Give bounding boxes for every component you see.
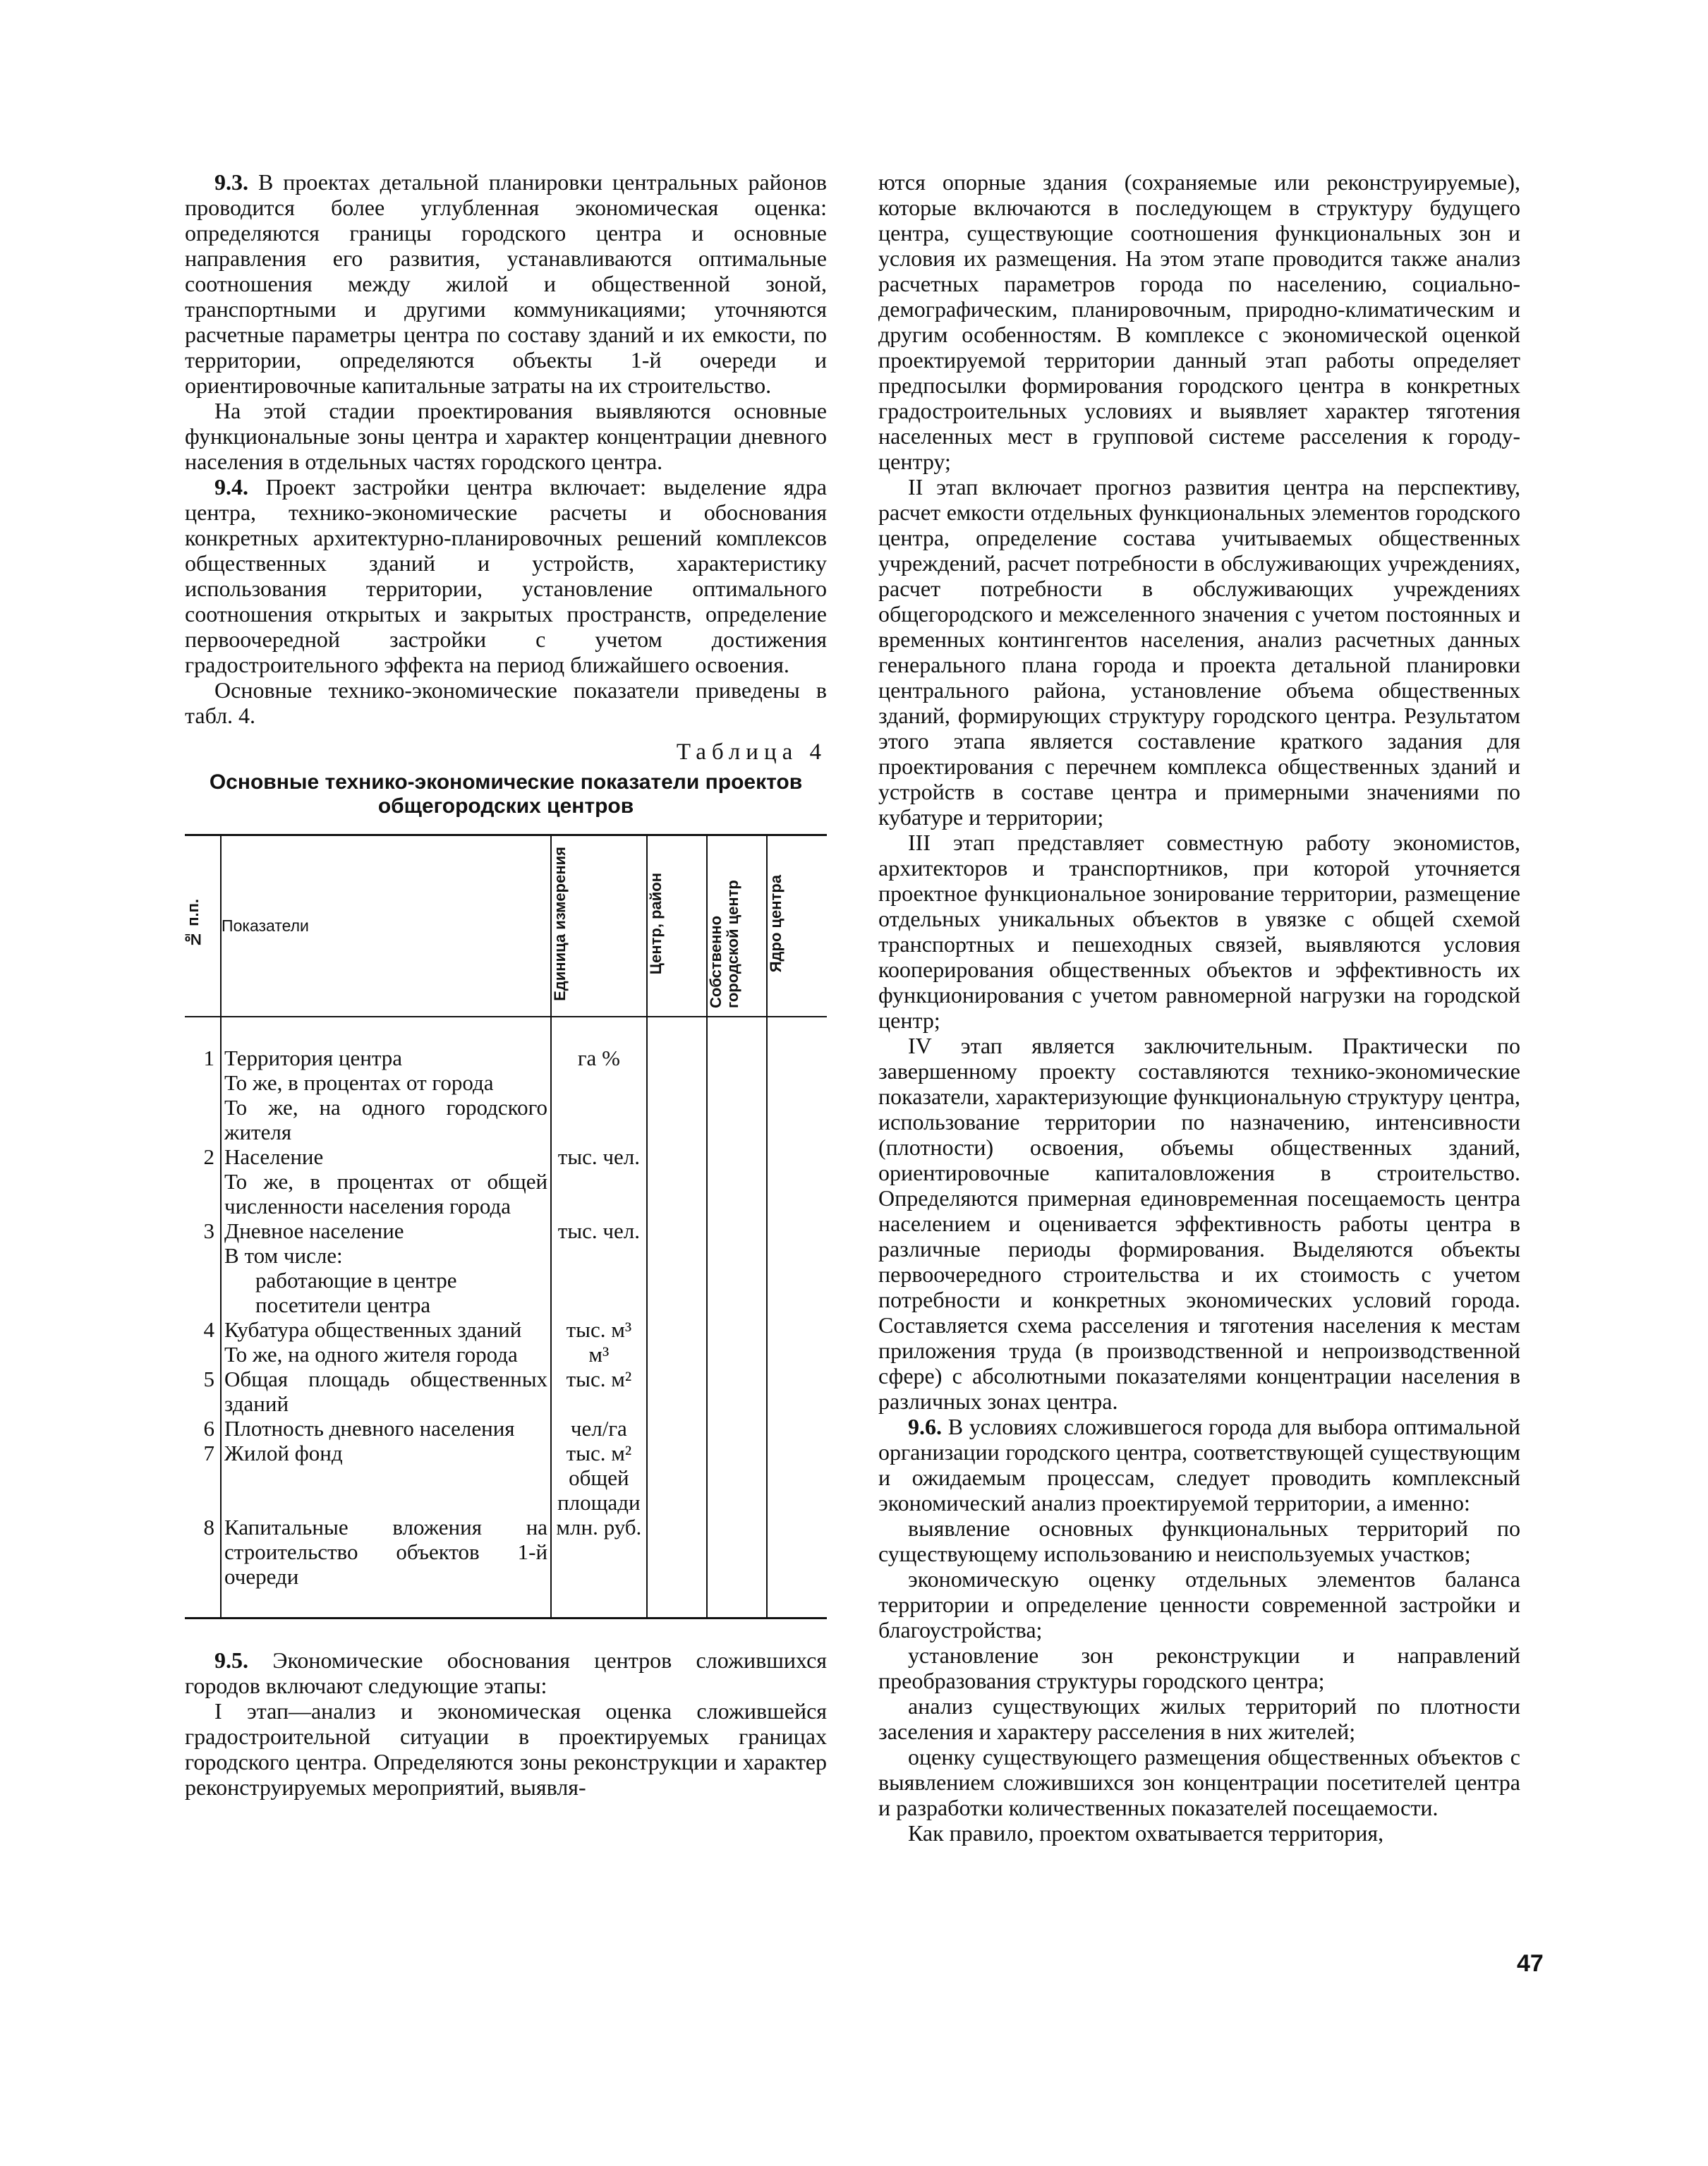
list-item: оценку существующего размещения общественных объектов с выявлением сложившихся зон концентрации посетителей центра и разработки количественных показателей посещаемости. xyxy=(878,1744,1520,1820)
cell-core xyxy=(767,1416,827,1441)
table-label: Таблица 4 xyxy=(676,739,827,765)
paragraph-r2: II этап включает прогноз развития центра на перспективу, расчет емкости отдельных функциональных элементов городского центра, определение состава учитываемых общественных учреждений, расчет потребности в обслуживающих учреждениях, расчет потребности в обслуживающих учреждениях общегородского и межселенного значения с учетом постоянных и временных контингентов населения, анализ расчетных данных генерального плана города и проекта детальной планировки центрального района, установление объема общественных зданий, формирующих структуру городского центра. Результатом этого этапа является составление краткого задания для проектирования с перечнем комплекса общественных зданий и устройств в составе центра и примерными значениями по кубатуре и территории; xyxy=(878,474,1520,830)
header-city-center: Собственно городской центр xyxy=(707,835,767,1017)
cell-core xyxy=(767,1317,827,1342)
cell-unit xyxy=(551,1169,647,1218)
cell-center-district xyxy=(647,1515,707,1619)
cell-core xyxy=(767,1144,827,1169)
cell-city-center xyxy=(707,1017,767,1070)
cell-center-district xyxy=(647,1144,707,1169)
table-row xyxy=(185,1095,827,1144)
table-row xyxy=(185,1441,827,1515)
list-item: Как правило, проектом охватывается территория, xyxy=(908,1820,1384,1846)
table-row xyxy=(185,1416,827,1441)
cell-unit xyxy=(551,1268,647,1293)
cell-num xyxy=(185,1095,221,1144)
cell-center-district xyxy=(647,1317,707,1342)
paragraph-r1: ются опорные здания (сохраняемые или реконструируемые), которые включаются в последующем в структуру будущего центра, существующие соотношения функциональных зон и условия их размещения. На этом этапе проводится также анализ расчетных параметров города по населению, социально-демографическим, планировочным, природно-климатическим и другим особенностям. В комплексе с экономической оценкой проектируемой территории данный этап работы определяет предпосылки формирования городского центра в конкретных градостроительных условиях и выявляет характер тяготения населенных мест в групповой системе расселения к городу-центру; xyxy=(878,169,1520,474)
table-row xyxy=(185,1293,827,1317)
cell-unit: тыс. чел. xyxy=(551,1144,647,1169)
section-number: 9.4. xyxy=(214,474,248,500)
cell-unit: тыс. чел. xyxy=(551,1218,647,1243)
table-header-row xyxy=(185,835,827,1017)
header-num: № п.п. xyxy=(185,835,221,1017)
cell-core xyxy=(767,1017,827,1070)
paragraph-text: В условиях сложившегося города для выбора оптимальной организации городского центра, соответствующей существующим и ожидаемым процессам, следует проводить комплексный экономический анализ проектируемой территории, а именно: xyxy=(878,1414,1521,1515)
table-row xyxy=(185,1169,827,1218)
table-row xyxy=(185,1070,827,1095)
cell-indicator: То же, в процентах от общей численности населения города xyxy=(221,1169,551,1218)
table-row xyxy=(185,1218,827,1243)
cell-unit xyxy=(551,1070,647,1095)
cell-indicator: Общая площадь общественных зданий xyxy=(221,1367,551,1416)
cell-city-center xyxy=(707,1070,767,1095)
paragraph-9-5 xyxy=(185,1647,827,1698)
cell-indicator: Территория центра xyxy=(221,1017,551,1070)
header-unit: Единица измерения xyxy=(551,835,647,1017)
cell-city-center xyxy=(707,1218,767,1243)
page-number: 47 xyxy=(1517,1950,1544,1977)
cell-num xyxy=(185,1342,221,1367)
list-item: выявление основных функциональных территорий по существующему использованию и неиспользуемых участков; xyxy=(878,1515,1520,1566)
cell-city-center xyxy=(707,1095,767,1144)
cell-core xyxy=(767,1293,827,1317)
cell-indicator: Капитальные вложения на строительство объектов 1-й очереди xyxy=(221,1515,551,1619)
table-body xyxy=(185,1017,827,1619)
cell-city-center xyxy=(707,1268,767,1293)
cell-indicator xyxy=(221,1293,551,1317)
paragraph-text: Проект застройки центра включает: выделение ядра центра, технико-экономические расчеты и обоснования конкретных архитектурно-планировочных решений комплексов общественных зданий и устройств, характеристику использования территории, установление оптимального соотношения открытых и закрытых пространств, определение первоочередной застройки с учетом достижения градостроительного эффекта на период ближайшего освоения. xyxy=(185,474,828,677)
list-item: экономическую оценку отдельных элементов баланса территории и определение ценности современной застройки и благоустройства; xyxy=(878,1566,1520,1642)
cell-core xyxy=(767,1441,827,1515)
table-row xyxy=(185,1017,827,1070)
cell-core xyxy=(767,1169,827,1218)
cell-indicator xyxy=(221,1268,551,1293)
cell-center-district xyxy=(647,1342,707,1367)
cell-indicator: То же, на одного жителя города xyxy=(221,1342,551,1367)
section-number: 9.5. xyxy=(214,1647,248,1673)
cell-num xyxy=(185,1293,221,1317)
cell-core xyxy=(767,1342,827,1367)
cell-center-district xyxy=(647,1095,707,1144)
list-item: установление зон реконструкции и направлений преобразования структуры городского центра; xyxy=(878,1642,1520,1693)
table-row xyxy=(185,1268,827,1293)
cell-unit: га % xyxy=(551,1017,647,1070)
paragraph-9-6 xyxy=(878,1414,1520,1515)
cell-core xyxy=(767,1367,827,1416)
paragraph-9-4b: Основные технико-экономические показатели приведены в табл. 4. xyxy=(185,677,827,728)
paragraph-9-3 xyxy=(185,169,827,398)
cell-center-district xyxy=(647,1268,707,1293)
list-item: анализ существующих жилых территорий по плотности заселения и характеру расселения в них жителей; xyxy=(878,1693,1520,1744)
cell-core xyxy=(767,1268,827,1293)
cell-unit: чел/га xyxy=(551,1416,647,1441)
cell-center-district xyxy=(647,1070,707,1095)
cell-num: 4 xyxy=(203,1317,215,1342)
cell-num xyxy=(185,1243,221,1268)
paragraph-9-3b: На этой стадии проектирования выявляются основные функциональные зоны центра и характер концентрации дневного населения в отдельных частях городского центра. xyxy=(185,398,827,474)
cell-city-center xyxy=(707,1441,767,1515)
cell-center-district xyxy=(647,1017,707,1070)
table-row xyxy=(185,1243,827,1268)
cell-unit: тыс. м² общей площади xyxy=(551,1441,647,1515)
cell-center-district xyxy=(647,1367,707,1416)
section-number: 9.6. xyxy=(908,1414,942,1439)
cell-num: 6 xyxy=(203,1416,215,1441)
cell-num: 2 xyxy=(203,1144,215,1169)
paragraph-9-5b: I этап—анализ и экономическая оценка сложившейся градостроительной ситуации в проектируемых границах городского центра. Определяются зоны реконструкции и характер реконструируемых мероприятий, выявля- xyxy=(185,1698,827,1800)
paragraph-r3: III этап представляет совместную работу экономистов, архитекторов и транспортников, при которой уточняется проектное функциональное зонирование территории, размещение отдельных уникальных объектов в увязке с общей схемой транспортных и пешеходных связей, выявляются условия кооперирования общественных объектов и эффективность их функционирования с учетом равномерной нагрузки на городской центр; xyxy=(878,830,1520,1033)
cell-city-center xyxy=(707,1169,767,1218)
cell-indicator: Плотность дневного населения xyxy=(221,1416,551,1441)
cell-city-center xyxy=(707,1144,767,1169)
cell-indicator: Население xyxy=(221,1144,551,1169)
table-title: Основные технико-экономические показатели проектов общегородских центров xyxy=(209,770,803,818)
table-row xyxy=(185,1144,827,1169)
section-number: 9.3. xyxy=(214,169,248,195)
cell-core xyxy=(767,1243,827,1268)
cell-unit: тыс. м² xyxy=(551,1367,647,1416)
left-column xyxy=(185,169,827,1800)
table-row xyxy=(185,1342,827,1367)
cell-num: 5 xyxy=(203,1367,215,1391)
indicator-text: посетители центра xyxy=(255,1293,431,1317)
paragraph-9-4 xyxy=(185,474,827,677)
cell-city-center xyxy=(707,1342,767,1367)
indicators-table xyxy=(185,834,827,1619)
cell-center-district xyxy=(647,1293,707,1317)
cell-city-center xyxy=(707,1293,767,1317)
table-row xyxy=(185,1515,827,1619)
cell-core xyxy=(767,1095,827,1144)
cell-core xyxy=(767,1515,827,1619)
cell-unit: м³ xyxy=(551,1342,647,1367)
header-center-district: Центр, район xyxy=(647,835,707,1017)
cell-city-center xyxy=(707,1243,767,1268)
cell-num xyxy=(185,1268,221,1293)
cell-center-district xyxy=(647,1218,707,1243)
cell-city-center xyxy=(707,1317,767,1342)
table-row xyxy=(185,1367,827,1416)
cell-center-district xyxy=(647,1416,707,1441)
cell-unit xyxy=(551,1095,647,1144)
cell-num xyxy=(185,1169,221,1218)
cell-unit xyxy=(551,1243,647,1268)
cell-core xyxy=(767,1218,827,1243)
cell-num: 7 xyxy=(203,1441,215,1465)
cell-num xyxy=(185,1070,221,1095)
cell-indicator: То же, в процентах от города xyxy=(221,1070,551,1095)
cell-unit: млн. руб. xyxy=(551,1515,647,1619)
cell-num: 3 xyxy=(203,1218,215,1243)
cell-center-district xyxy=(647,1169,707,1218)
table-row xyxy=(185,1317,827,1342)
paragraph-r4: IV этап является заключительным. Практически по завершенному проекту составляются технико-экономические показатели, характеризующие функциональную структуру центра, использование территории по назначению, интенсивности (плотности) освоения, объемы общественных зданий, ориентировочные капиталовложения в строительство. Определяются примерная единовременная посещаемость центра населением и оценивается эффективность работы центра в различные периоды формирования. Выделяются объекты первоочередного строительства и их стоимость с учетом потребности и конкретных экономических условий города. Составляется схема расселения и тяготения населения к местам приложения труда (в производственной и непроизводственной сфере) с абсолютными показателями концентрации населения в различных зонах центра. xyxy=(878,1033,1520,1414)
cell-indicator: Кубатура общественных зданий xyxy=(221,1317,551,1342)
right-column xyxy=(878,169,1520,1846)
cell-indicator: В том числе: xyxy=(221,1243,551,1268)
paragraph-text: В проектах детальной планировки центральных районов проводится более углубленная экономическая оценка: определяются границы городского центра и основные направления его развития, устанавливаются оптимальные соотношения между жилой и общественной зоной, транспортными и другими коммуникациями; уточняются расчетные параметры центра по составу зданий и их емкости, по территории, определяются объекты 1-й очереди и ориентировочные капитальные затраты на их строительство. xyxy=(185,169,828,398)
cell-indicator: То же, на одного городского жителя xyxy=(221,1095,551,1144)
cell-center-district xyxy=(647,1441,707,1515)
cell-num: 1 xyxy=(203,1046,215,1070)
cell-indicator: Жилой фонд xyxy=(221,1441,551,1515)
cell-city-center xyxy=(707,1515,767,1619)
cell-city-center xyxy=(707,1416,767,1441)
header-core: Ядро центра xyxy=(767,835,827,1017)
cell-unit xyxy=(551,1293,647,1317)
cell-city-center xyxy=(707,1367,767,1416)
header-indicator: Показатели xyxy=(221,835,551,1017)
cell-center-district xyxy=(647,1243,707,1268)
paragraph-text: Экономические обоснования центров сложившихся городов включают следующие этапы: xyxy=(185,1647,828,1698)
cell-core xyxy=(767,1070,827,1095)
cell-unit: тыс. м³ xyxy=(551,1317,647,1342)
cell-num: 8 xyxy=(203,1515,215,1539)
cell-indicator: Дневное население xyxy=(221,1218,551,1243)
indicator-text: работающие в центре xyxy=(255,1268,457,1293)
